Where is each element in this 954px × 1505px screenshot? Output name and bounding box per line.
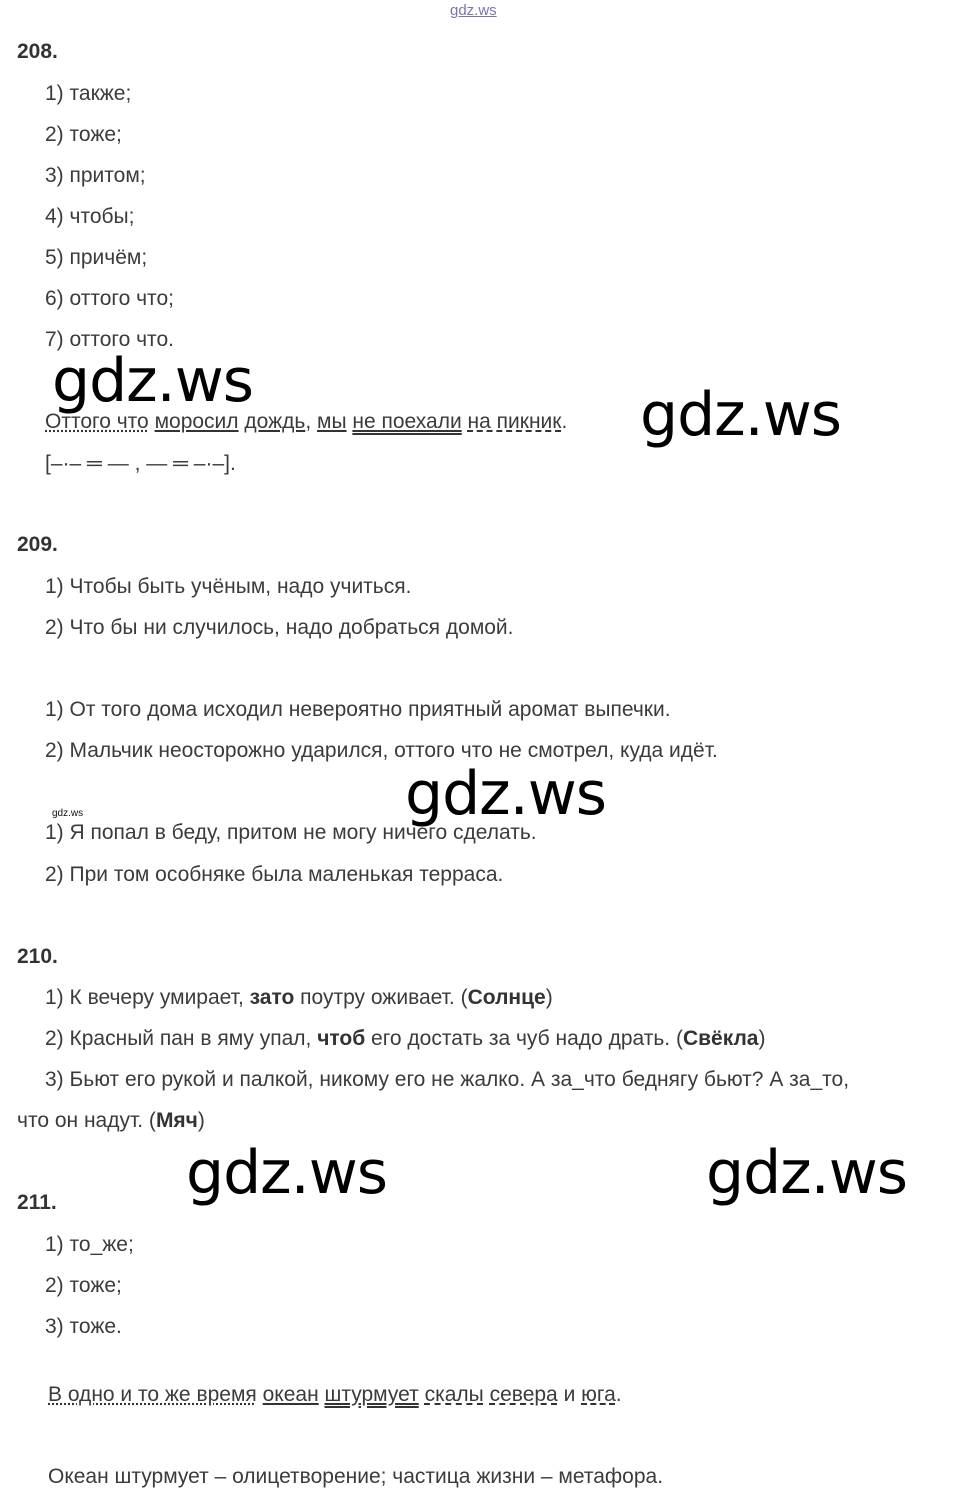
sentence-word: мы [317, 410, 347, 433]
ex211-item-1: 1) то_же; [45, 1233, 134, 1256]
ex208-item-5: 5) причём; [45, 246, 148, 269]
ex209-line: 2) При том особняке была маленькая терраса. [45, 863, 504, 886]
ex211-item-3: 3) тоже. [45, 1315, 122, 1338]
watermark-top: gdz.ws [450, 2, 497, 19]
sentence-word: В одно и то же время [48, 1383, 257, 1406]
text: ) [758, 1027, 766, 1050]
text: его достать за чуб надо драть. ( [365, 1027, 683, 1050]
ex208-scheme: [–·– ═ — , — ═ –·–]. [45, 452, 236, 475]
sentence-word: Оттого что [45, 410, 149, 433]
text: поутру оживает. ( [294, 986, 468, 1009]
sentence-word: севера [489, 1383, 558, 1406]
exercise-208-number: 208. [17, 40, 58, 63]
answer: Мяч [155, 1109, 198, 1132]
ex209-line: 2) Мальчик неосторожно ударился, оттого что не смотрел, куда идёт. [45, 739, 718, 762]
exercise-210-number: 210. [17, 945, 58, 968]
ex208-item-2: 2) тоже; [45, 123, 122, 146]
sentence-word: дождь [244, 410, 306, 433]
ex210-line-2 [45, 1027, 765, 1051]
text: что он надут. ( [17, 1109, 156, 1132]
answer: Свёкла [682, 1027, 759, 1050]
ex210-line-4 [17, 1109, 205, 1133]
watermark: gdz.ws [706, 1138, 908, 1208]
watermark-tiny: gdz.ws [52, 808, 84, 819]
exercise-211-number: 211. [17, 1191, 57, 1214]
ex211-sentence [48, 1383, 622, 1407]
ex211-note: Океан штурмует – олицетворение; частица жизни – метафора. [48, 1465, 664, 1488]
watermark: gdz.ws [52, 346, 254, 416]
watermark: gdz.ws [640, 380, 842, 450]
sentence-word: на пикник [467, 410, 562, 433]
ex209-line: 2) Что бы ни случилось, надо добраться домой. [45, 616, 514, 639]
exercise-209-number: 209. [17, 533, 58, 556]
sentence-sep: и [557, 1383, 582, 1406]
ex208-item-6: 6) оттого что; [45, 287, 174, 310]
bold-word: чтоб [317, 1027, 366, 1050]
sentence-end: . [615, 1383, 622, 1406]
sentence-sep: , [305, 410, 318, 433]
sentence-end: . [561, 410, 568, 433]
ex209-line: 1) От того дома исходил невероятно приятный аромат выпечки. [45, 698, 671, 721]
ex210-line-3: 3) Бьют его рукой и палкой, никому его не жалко. А за_что беднягу бьют? А за_то, [45, 1068, 850, 1091]
ex209-line: 1) Чтобы быть учёным, надо учиться. [45, 575, 412, 598]
sentence-word: штурмует [324, 1383, 419, 1406]
watermark: gdz.ws [186, 1138, 388, 1208]
text: ) [197, 1109, 205, 1132]
answer: Солнце [467, 986, 546, 1009]
ex209-line: 1) Я попал в беду, притом не могу ничего сделать. [45, 821, 537, 844]
text: 1) К вечеру умирает, [45, 986, 250, 1009]
sentence-word: океан [262, 1383, 319, 1406]
ex208-item-4: 4) чтобы; [45, 205, 135, 228]
ex208-item-1: 1) также; [45, 82, 132, 105]
text: ) [545, 986, 553, 1009]
ex208-item-3: 3) притом; [45, 164, 146, 187]
sentence-word: не поехали [352, 410, 462, 433]
sentence-word: юга [581, 1383, 616, 1406]
sentence-word: моросил [154, 410, 239, 433]
sentence-word: скалы [424, 1383, 484, 1406]
text: 2) Красный пан в яму упал, [45, 1027, 318, 1050]
bold-word: зато [249, 986, 295, 1009]
ex208-item-7: 7) оттого что. [45, 328, 174, 351]
watermark: gdz.ws [405, 759, 607, 829]
ex210-line-1 [45, 986, 553, 1010]
ex211-item-2: 2) тоже; [45, 1274, 122, 1297]
ex208-sentence [45, 410, 567, 434]
